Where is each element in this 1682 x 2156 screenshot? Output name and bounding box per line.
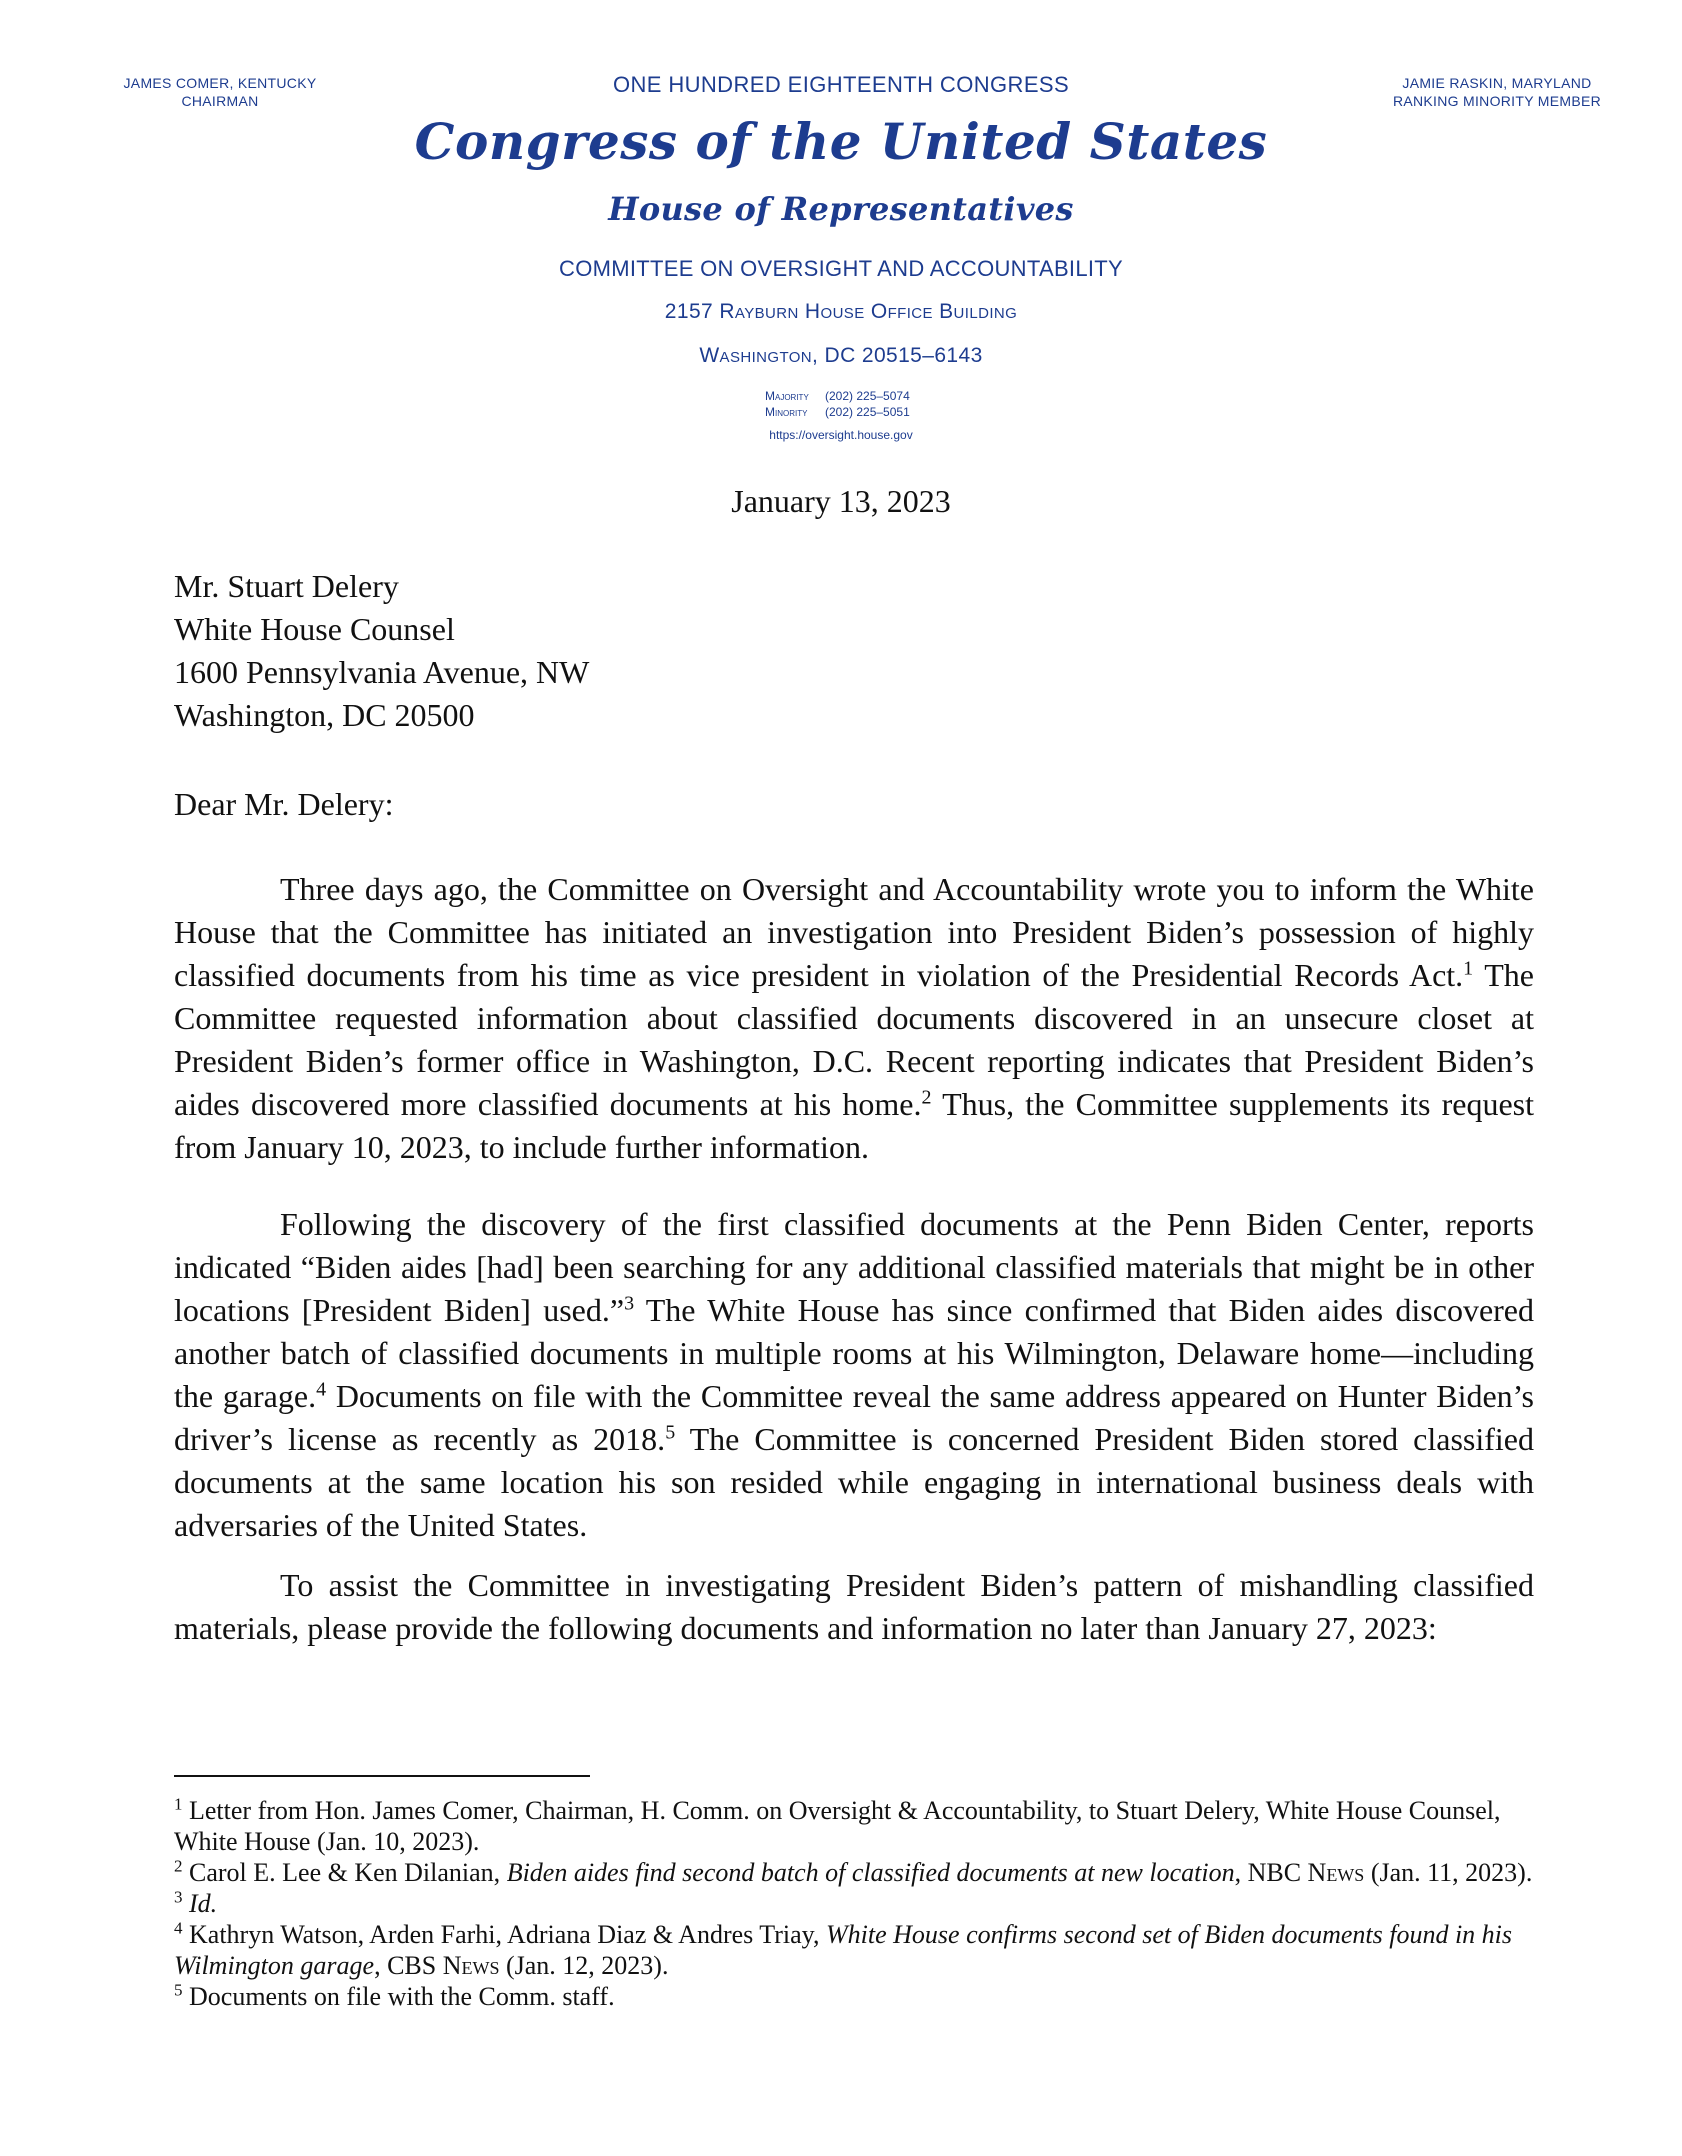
majority-phone-line [765,388,910,404]
recipient-title: White House Counsel [174,611,455,647]
body-paragraph-1 [174,868,1534,1169]
footnote-text: Carol E. Lee & Ken Dilanian, [182,1858,507,1887]
footnotes [174,1795,1534,2012]
footnote-number: 5 [174,1980,183,2000]
footnote-ref-2[interactable]: 2 [921,1086,932,1109]
footnote-article-title: White House confirms second set of Biden documents found in his Wilmington garage [174,1920,1513,1980]
paragraph-text: Following the discovery of the first classified documents at the Penn Biden Center, reports indicated “Biden aides [had] been searching for any additional classified materials that might be in other locations [President Biden] used.” [174,1206,1534,1328]
footnote-publication: , NBC News [1234,1858,1365,1887]
website-link[interactable]: https://oversight.house.gov [769,428,913,442]
city-address: Washington, DC 20515–6143 [699,344,983,367]
paragraph-text: Thus, the Committee supplements its request from January 10, 2023, to include further information. [174,1086,1535,1165]
paragraph-text: The Committee is concerned President Biden stored classified documents at the same location his son resided while engaging in international business deals with adversaries of the United States. [174,1421,1535,1543]
chairman-title: CHAIRMAN [181,93,259,109]
ranking-member-name: JAMIE RASKIN, MARYLAND [1402,75,1592,91]
majority-label: Majority [765,389,809,403]
salutation: Dear Mr. Delery: [174,786,394,822]
footnote-5 [174,1981,1534,2012]
recipient-street: 1600 Pennsylvania Avenue, NW [174,654,590,690]
congress-number: ONE HUNDRED EIGHTEENTH CONGRESS [612,72,1070,97]
footnote-text: (Jan. 12, 2023). [499,1951,669,1980]
minority-phone: (202) 225–5051 [825,405,910,419]
building-address: 2157 Rayburn House Office Building [664,300,1018,323]
footnote-number: 4 [174,1918,183,1938]
congress-title: Congress of the United States [414,112,1268,171]
minority-phone-line [765,404,910,420]
minority-label: Minority [765,405,808,419]
footnote-3 [174,1888,1534,1919]
recipient-address [174,565,1534,737]
footnote-text: Letter from Hon. James Comer, Chairman, H. Comm. on Oversight & Accountability, to Stuart Delery, White House Counsel, White House (Jan. 10, 2023). [174,1796,1501,1856]
chairman-name: JAMES COMER, KENTUCKY [123,75,317,91]
footnote-text: Documents on file with the Comm. staff. [182,1982,615,2011]
footnote-publication: , CBS News [374,1951,500,1980]
footnote-ref-5[interactable]: 5 [665,1421,676,1444]
footnote-article-title: Biden aides find second batch of classified documents at new location [506,1858,1235,1887]
footnote-number: 3 [174,1887,183,1907]
recipient-name: Mr. Stuart Delery [174,568,399,604]
footnote-4 [174,1919,1534,1981]
footnote-text: (Jan. 11, 2023). [1364,1858,1533,1887]
footnote-ref-4[interactable]: 4 [316,1378,327,1401]
footnote-1 [174,1795,1534,1857]
majority-phone: (202) 225–5074 [825,389,910,403]
footnote-number: 2 [174,1856,183,1876]
recipient-city: Washington, DC 20500 [174,697,475,733]
ranking-member-title: RANKING MINORITY MEMBER [1392,93,1602,109]
body-paragraph-2 [174,1203,1534,1547]
footnote-text: Id. [182,1889,218,1918]
paragraph-text: The Committee requested information about classified documents discovered in an unsecure closet at President Biden’s former office in Washington, D.C. Recent reporting indicates that President Biden’s aides discovered more classified documents at his home. [174,957,1535,1122]
paragraph-text: The White House has since confirmed that Biden aides discovered another batch of classified documents in multiple rooms at his Wilmington, Delaware home—including the garage. [174,1292,1535,1414]
footnote-ref-3[interactable]: 3 [624,1292,635,1315]
phone-numbers [765,388,910,420]
footnote-ref-1[interactable]: 1 [1463,957,1474,980]
committee-name: COMMITTEE ON OVERSIGHT AND ACCOUNTABILITY [559,256,1123,281]
paragraph-text: Three days ago, the Committee on Oversight and Accountability wrote you to inform the White House that the Committee has initiated an investigation into President Biden’s possession of highly classified documents from his time as vice president in violation of the Presidential Records Act. [174,871,1534,993]
letter-date: January 13, 2023 [731,483,951,519]
footnote-divider [174,1775,590,1777]
paragraph-text: Documents on file with the Committee reveal the same address appeared on Hunter Biden’s driver’s license as recently as 2018. [174,1378,1535,1457]
footnote-2 [174,1857,1534,1888]
footnote-text: Kathryn Watson, Arden Farhi, Adriana Diaz & Andres Triay, [182,1920,826,1949]
footnote-number: 1 [174,1794,183,1814]
body-paragraph-3: To assist the Committee in investigating President Biden’s pattern of mishandling classified materials, please provide the following documents and information no later than January 27, 2023: [174,1567,1534,1646]
house-title: House of Representatives [608,190,1074,228]
